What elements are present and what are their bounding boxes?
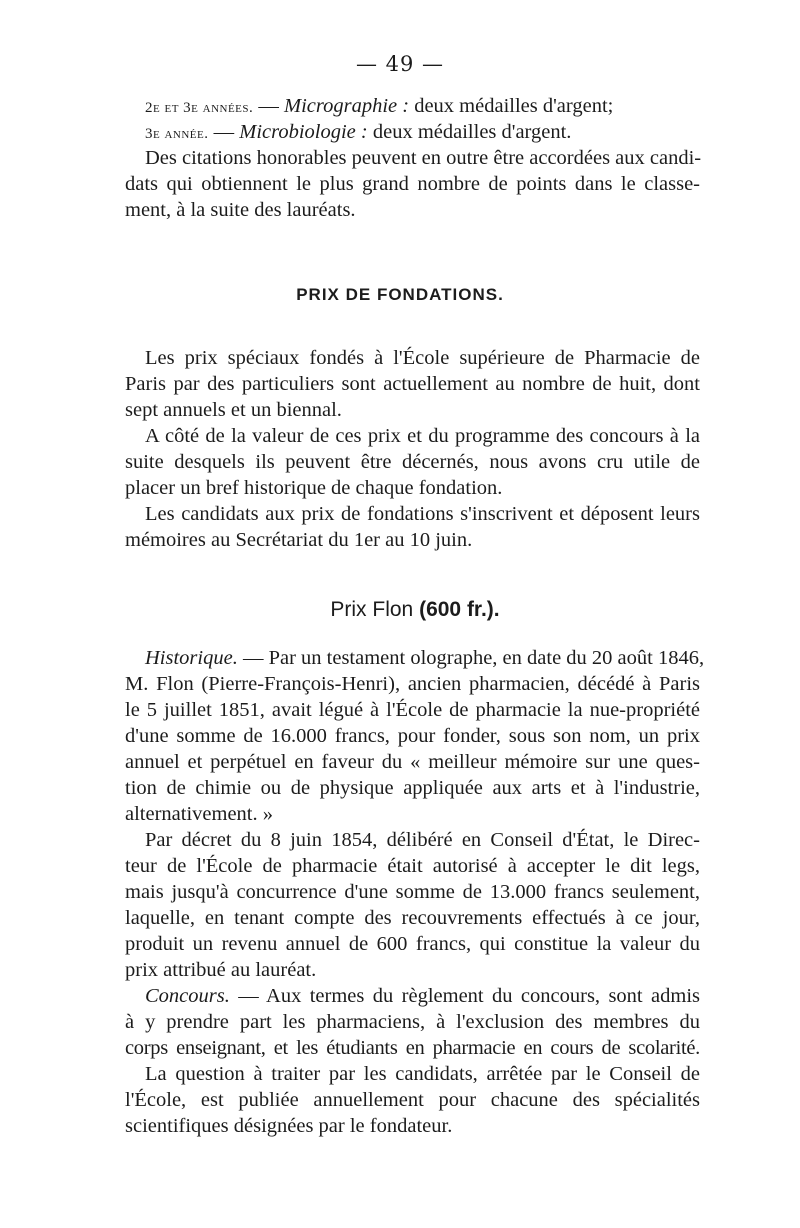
text-line: alternativement. » <box>125 803 273 825</box>
text-line: tion de chimie ou de physique appliquée aux arts et à l'industrie, <box>125 777 700 799</box>
text-line: teur de l'École de pharmacie était autorisé à accepter le dit legs, <box>125 855 700 877</box>
text-line: Les candidats aux prix de fondations s'inscrivent et déposent leurs <box>145 503 700 525</box>
text-line: d'une somme de 16.000 francs, pour fonder, sous son nom, un prix <box>125 725 700 747</box>
text-line: sept annuels et un biennal. <box>125 399 342 421</box>
concours-label: Concours. <box>145 985 230 1007</box>
text-line: le 5 juillet 1851, avait légué à l'École de pharmacie la nue-propriété <box>125 699 700 721</box>
award-line-3: 3e année. — Microbiologie : deux médailles d'argent. <box>145 121 572 143</box>
text-line: mais jusqu'à concurrence d'une somme de 13.000 francs seulement, <box>125 881 700 903</box>
historique-label: Historique. <box>145 647 238 669</box>
text-line: Les prix spéciaux fondés à l'École supérieure de Pharmacie de <box>145 347 700 369</box>
award-subject: Micrographie : <box>284 95 410 117</box>
historique-paragraph <box>125 645 705 983</box>
text-line: l'École, est publiée annuellement pour chacune des spécialités <box>125 1089 700 1111</box>
text-line: mémoires au Secrétariat du 1er au 10 juin. <box>125 529 473 551</box>
awards-block <box>145 93 700 145</box>
section-title: PRIX DE FONDATIONS. <box>296 285 504 304</box>
text-line: Concours. — Aux termes du règlement du concours, sont admis <box>145 985 700 1007</box>
prize-amount: (600 fr.). <box>419 598 500 621</box>
award-subject: Microbiologie : <box>239 121 368 143</box>
text-line: M. Flon (Pierre-François-Henri), ancien pharmacien, décédé à Paris <box>125 673 700 695</box>
intro-paragraph <box>125 345 700 553</box>
text-line: A côté de la valeur de ces prix et du programme des concours à la <box>145 425 700 447</box>
page-number: — 49 — <box>355 52 445 76</box>
text-line: prix attribué au lauréat. <box>125 959 317 981</box>
award-line-2-3: 2e et 3e années. — Micrographie : deux médailles d'argent; <box>145 95 614 117</box>
text-line: corps enseignant, et les étudiants en pharmacie en cours de scolarité. <box>125 1037 700 1059</box>
text-line: placer un bref historique de chaque fondation. <box>125 477 503 499</box>
text-line: annuel et perpétuel en faveur du « meilleur mémoire sur une ques- <box>125 751 700 773</box>
prize-name: Prix Flon <box>330 598 414 621</box>
text-line: Historique. — Par un testament olographe, en date du 20 août 1846, <box>145 647 705 669</box>
text-line: dats qui obtiennent le plus grand nombre de points dans le classe- <box>125 173 700 195</box>
text-line: ment, à la suite des lauréats. <box>125 199 356 221</box>
concours-paragraph <box>125 983 700 1139</box>
text-line: Par décret du 8 juin 1854, délibéré en Conseil d'État, le Direc- <box>145 829 700 851</box>
text-line: à y prendre part les pharmaciens, à l'exclusion des membres du <box>125 1011 700 1033</box>
text-line: suite desquels ils peuvent être décernés, nous avons cru utile de <box>125 451 700 473</box>
text-line: La question à traiter par les candidats, arrêtée par le Conseil de <box>145 1063 700 1085</box>
award-year: 3e année. <box>145 126 209 142</box>
text-line: Paris par des particuliers sont actuellement au nombre de huit, dont <box>125 373 700 395</box>
prize-title <box>0 598 800 622</box>
citations-paragraph <box>125 145 702 223</box>
text-line: scientifiques désignées par le fondateur. <box>125 1115 453 1137</box>
text-line: laquelle, en tenant compte des recouvrements effectués à ce jour, <box>125 907 700 929</box>
text-line: Des citations honorables peuvent en outre être accordées aux candi- <box>145 147 702 169</box>
text-line: produit un revenu annuel de 600 francs, qui constitue la valeur du <box>125 933 700 955</box>
award-years: 2e et 3e années. <box>145 100 254 116</box>
